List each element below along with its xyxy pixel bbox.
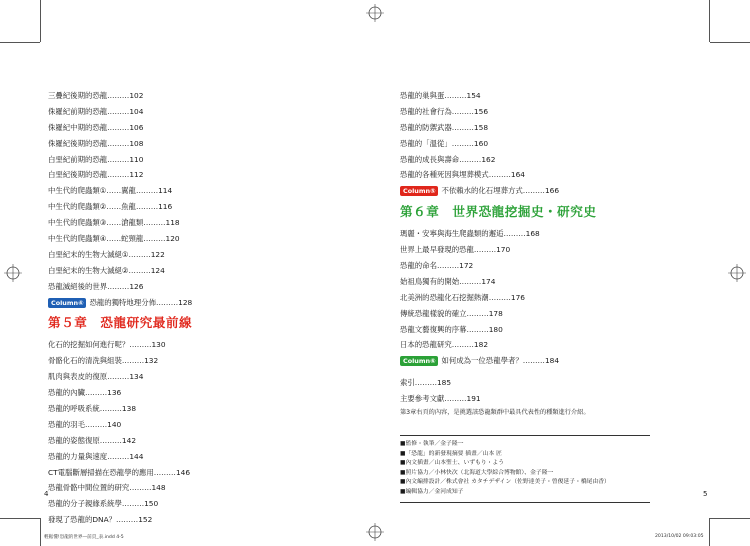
toc-entry: 恐龍滅絕後的世界………126: [48, 281, 144, 291]
toc-entry: 恐龍的「溫從」………160: [400, 138, 489, 148]
toc-entry: 發現了恐龍的DNA？………152: [48, 515, 153, 525]
crop-mark: [40, 0, 41, 42]
toc-entry: 白堊紀後期的恐龍………112: [48, 170, 144, 180]
toc-entry: 主要參考文獻………191: [400, 394, 481, 404]
page-number-right: 5: [703, 490, 708, 498]
toc-entry: 化石的挖掘如何進行呢？………130: [48, 340, 166, 350]
credit-line: ■照片協力／小林快次（北海道大學綜合博物館）、金子隆一: [400, 469, 554, 476]
credit-line: ■內文插畫／山本聖士、いずもり・よう: [400, 460, 505, 467]
toc-column-entry: Column⑤ 不依賴水的化石埋葬方式………166: [400, 183, 710, 199]
toc-entry: 恐龍的內臟………136: [48, 388, 122, 398]
credit-line: ■內文編排設計／株式會社 カタチデザイン（佐野達美子・曾俊延子・橋尾由香）: [400, 479, 610, 486]
toc-entry: 侏羅紀後期的恐龍………108: [48, 138, 144, 148]
crop-mark: [710, 518, 750, 519]
toc-entry: 恐龍文藝復興的序幕………180: [400, 324, 503, 334]
registration-mark-icon: [366, 4, 384, 22]
credit-line: ■「恐龍」的新發現摘要 插畫／山本 匠: [400, 450, 502, 457]
toc-entry: 三疊紀後期的恐龍………102: [48, 91, 144, 100]
toc-entry: 恐龍骨骼中間位置的研究………148: [48, 483, 166, 493]
toc-entry: 恐龍的羽毛………140: [48, 419, 122, 429]
crop-mark: [0, 42, 40, 43]
crop-mark: [0, 518, 40, 519]
registration-mark-icon: [4, 264, 22, 282]
chapter-heading: 第５章 恐龍研究最前線: [48, 315, 193, 331]
slug-timestamp: 2013/10/02 09:03:05: [655, 534, 704, 539]
column-badge: Column⑥: [400, 356, 438, 366]
toc-entry: 恐龍的巢與蛋………154: [400, 91, 481, 100]
column-badge: Column④: [48, 298, 86, 308]
slug-file-info: 輕鬆懂!恐龍的世界—前頁_表.indd 4-5: [44, 535, 124, 540]
column-badge: Column⑤: [400, 186, 438, 196]
toc-entry: 恐龍的姿態復原………142: [48, 435, 137, 445]
crop-mark: [710, 42, 750, 43]
intro-note: 第3章右頁的內容，是挑選該恐龍類群中最具代表性的種類進行介紹。: [400, 409, 590, 417]
toc-entry: 恐龍的社會行為………156: [400, 106, 489, 116]
toc-entry: 恐龍的命名………172: [400, 261, 474, 271]
crop-mark: [40, 518, 41, 546]
toc-entry: 傳統恐龍樣貌的確立………178: [400, 308, 503, 318]
toc-entry: 索引………185: [400, 378, 452, 388]
toc-right-page: [400, 88, 710, 503]
toc-entry: 白堊紀末的生物大滅絕②………124: [48, 265, 165, 275]
toc-entry: 日本的恐龍研究………182: [400, 340, 489, 350]
crop-mark: [709, 0, 710, 42]
toc-entry: 骨骼化石的清洗與組裝………132: [48, 356, 159, 366]
toc-list-b: [400, 226, 710, 369]
toc-entry: 瑪麗・安寧與海生爬蟲類的邂逅………168: [400, 229, 540, 239]
toc-entry: 侏羅紀前期的恐龍………104: [48, 106, 144, 116]
page-number-left: 4: [44, 490, 49, 498]
toc-list-a: [48, 88, 348, 310]
credits-box: [400, 435, 650, 503]
toc-left-page: [48, 88, 348, 528]
toc-entry: CT電腦斷層掃描在恐龍學的應用………146: [48, 467, 191, 477]
toc-entry: 白堊紀前期的恐龍………110: [48, 154, 144, 164]
toc-list-b: [48, 337, 348, 528]
toc-entry: 白堊紀末的生物大滅絕①………122: [48, 249, 165, 259]
toc-entry: 恐龍的力量與速度………144: [48, 451, 144, 461]
chapter-heading: 第６章 世界恐龍挖掘史・研究史: [400, 204, 597, 220]
credit-line: ■編輯協力／金河成知子: [400, 489, 464, 495]
toc-entry: 恐龍的呼吸系統………138: [48, 404, 137, 414]
toc-list-c: [400, 375, 710, 407]
toc-entry: 恐龍的各種死因與埋葬模式………164: [400, 170, 525, 180]
toc-entry: 中生代的爬蟲類①……翼龍………114: [48, 186, 173, 196]
toc-entry: 肌肉與表皮的復原………134: [48, 372, 144, 382]
toc-entry: 始祖鳥獨有的開始………174: [400, 276, 496, 286]
toc-entry: 世界上最早發現的恐龍………170: [400, 245, 511, 255]
toc-entry: 中生代的爬蟲類②……魚龍………116: [48, 202, 173, 212]
toc-entry: 中生代的爬蟲類④……蛇頸龍………120: [48, 234, 180, 244]
toc-entry: 侏羅紀中期的恐龍………106: [48, 122, 144, 132]
toc-entry: 恐龍的分子親緣系統學………150: [48, 499, 159, 509]
credit-line: ■監修・執筆／金子隆一: [400, 441, 464, 448]
toc-column-entry: Column⑥ 如何成為一位恐龍學者？………184: [400, 353, 710, 369]
toc-entry: 恐龍的防禦武器………158: [400, 122, 489, 132]
toc-list-a: [400, 88, 710, 199]
toc-entry: 中生代的爬蟲類③……滄龍類………118: [48, 218, 180, 228]
registration-mark-icon: [728, 264, 746, 282]
toc-entry: 北美洲的恐龍化石挖掘熱潮………176: [400, 292, 525, 302]
registration-mark-icon: [366, 523, 384, 541]
toc-column-entry: Column④ 恐龍的獨特地理分佈………128: [48, 295, 348, 311]
crop-mark: [709, 518, 710, 546]
toc-entry: 恐龍的成長與壽命………162: [400, 154, 496, 164]
